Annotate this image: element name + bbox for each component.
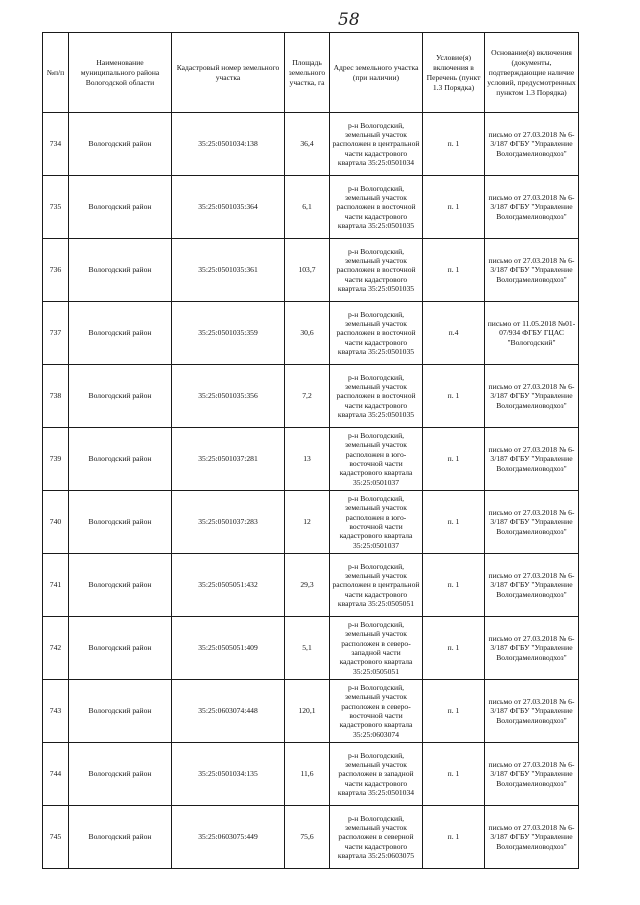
cell-district: Вологодский район	[69, 239, 172, 302]
cell-district: Вологодский район	[69, 176, 172, 239]
cell-cadastral: 35:25:0505051:432	[172, 554, 285, 617]
cell-address: р-н Вологодский, земельный участок расположен в центральной части кадастрового квартала 35:25:0505051	[330, 554, 423, 617]
cell-condition: п. 1	[423, 428, 485, 491]
cell-address: р-н Вологодский, земельный участок расположен в западной части кадастрового квартала 35:25:0501034	[330, 743, 423, 806]
cell-cadastral: 35:25:0603075:449	[172, 806, 285, 869]
table-row	[43, 806, 579, 869]
cell-area: 36,4	[285, 113, 330, 176]
cell-condition: п. 1	[423, 113, 485, 176]
cell-area: 75,6	[285, 806, 330, 869]
cell-address: р-н Вологодский, земельный участок расположен в восточной части кадастрового квартала 35:25:0501035	[330, 176, 423, 239]
header-condition: Условие(я) включения в Перечень (пункт 1.3 Порядка)	[423, 33, 485, 113]
cell-condition: п. 1	[423, 806, 485, 869]
cell-address: р-н Вологодский, земельный участок расположен в восточной части кадастрового квартала 35:25:0501035	[330, 302, 423, 365]
cell-cadastral: 35:25:0501034:135	[172, 743, 285, 806]
header-area: Площадь земельного участка, га	[285, 33, 330, 113]
cell-basis: письмо от 27.03.2018 № 6-3/187 ФГБУ "Управление Вологдамелиоводхоз"	[485, 176, 579, 239]
cell-basis: письмо от 27.03.2018 № 6-3/187 ФГБУ "Управление Вологдамелиоводхоз"	[485, 113, 579, 176]
cell-num: 741	[43, 554, 69, 617]
table-row	[43, 428, 579, 491]
cell-area: 6,1	[285, 176, 330, 239]
cell-area: 120,1	[285, 680, 330, 743]
cell-condition: п. 1	[423, 743, 485, 806]
cell-basis: письмо от 27.03.2018 № 6-3/187 ФГБУ "Управление Вологдамелиоводхоз"	[485, 239, 579, 302]
header-address: Адрес земельного участка (при наличии)	[330, 33, 423, 113]
cell-district: Вологодский район	[69, 365, 172, 428]
cell-basis: письмо от 27.03.2018 № 6-3/187 ФГБУ "Управление Вологдамелиоводхоз"	[485, 554, 579, 617]
cell-cadastral: 35:25:0501035:364	[172, 176, 285, 239]
table-row	[43, 680, 579, 743]
table-header-row	[43, 33, 579, 113]
cell-condition: п.4	[423, 302, 485, 365]
cell-area: 13	[285, 428, 330, 491]
cell-basis: письмо от 27.03.2018 № 6-3/187 ФГБУ "Управление Вологдамелиоводхоз"	[485, 365, 579, 428]
table-row	[43, 302, 579, 365]
cell-address: р-н Вологодский, земельный участок расположен в юго-восточной части кадастрового квартала 35:25:0501037	[330, 491, 423, 554]
table-row	[43, 617, 579, 680]
cell-district: Вологодский район	[69, 743, 172, 806]
cell-address: р-н Вологодский, земельный участок расположен в восточной части кадастрового квартала 35:25:0501035	[330, 239, 423, 302]
cell-area: 30,6	[285, 302, 330, 365]
cell-area: 12	[285, 491, 330, 554]
cell-district: Вологодский район	[69, 680, 172, 743]
cell-address: р-н Вологодский, земельный участок расположен в северной части кадастрового квартала 35:25:0603075	[330, 806, 423, 869]
cell-num: 744	[43, 743, 69, 806]
cell-num: 738	[43, 365, 69, 428]
cell-basis: письмо от 27.03.2018 № 6-3/187 ФГБУ "Управление Вологдамелиоводхоз"	[485, 617, 579, 680]
table-row	[43, 365, 579, 428]
cell-district: Вологодский район	[69, 491, 172, 554]
cell-address: р-н Вологодский, земельный участок расположен в юго-восточной части кадастрового квартала 35:25:0501037	[330, 428, 423, 491]
land-registry-table	[42, 32, 579, 869]
cell-cadastral: 35:25:0501037:281	[172, 428, 285, 491]
cell-district: Вологодский район	[69, 554, 172, 617]
cell-cadastral: 35:25:0501035:356	[172, 365, 285, 428]
cell-basis: письмо от 27.03.2018 № 6-3/187 ФГБУ "Управление Вологдамелиоводхоз"	[485, 806, 579, 869]
cell-num: 734	[43, 113, 69, 176]
cell-cadastral: 35:25:0501035:361	[172, 239, 285, 302]
cell-area: 11,6	[285, 743, 330, 806]
cell-num: 745	[43, 806, 69, 869]
cell-area: 103,7	[285, 239, 330, 302]
cell-condition: п. 1	[423, 680, 485, 743]
cell-address: р-н Вологодский, земельный участок расположен в центральной части кадастрового квартала 35:25:0501034	[330, 113, 423, 176]
table-row	[43, 239, 579, 302]
cell-district: Вологодский район	[69, 428, 172, 491]
cell-cadastral: 35:25:0603074:448	[172, 680, 285, 743]
cell-num: 743	[43, 680, 69, 743]
cell-condition: п. 1	[423, 554, 485, 617]
cell-num: 742	[43, 617, 69, 680]
cell-condition: п. 1	[423, 617, 485, 680]
cell-basis: письмо от 27.03.2018 № 6-3/187 ФГБУ "Управление Вологдамелиоводхоз"	[485, 428, 579, 491]
cell-address: р-н Вологодский, земельный участок расположен в северо-западной части кадастрового квартала 35:25:0505051	[330, 617, 423, 680]
cell-address: р-н Вологодский, земельный участок расположен в северо-восточной части кадастрового квартала 35:25:0603074	[330, 680, 423, 743]
cell-district: Вологодский район	[69, 113, 172, 176]
cell-condition: п. 1	[423, 239, 485, 302]
cell-cadastral: 35:25:0501035:359	[172, 302, 285, 365]
cell-area: 7,2	[285, 365, 330, 428]
header-district: Наименование муниципального района Вологодской области	[69, 33, 172, 113]
cell-area: 29,3	[285, 554, 330, 617]
table-row	[43, 176, 579, 239]
cell-condition: п. 1	[423, 365, 485, 428]
cell-district: Вологодский район	[69, 617, 172, 680]
cell-num: 740	[43, 491, 69, 554]
table-row	[43, 113, 579, 176]
table-row	[43, 743, 579, 806]
cell-num: 739	[43, 428, 69, 491]
cell-condition: п. 1	[423, 176, 485, 239]
cell-basis: письмо от 27.03.2018 № 6-3/187 ФГБУ "Управление Вологдамелиоводхоз"	[485, 491, 579, 554]
cell-cadastral: 35:25:0505051:409	[172, 617, 285, 680]
cell-cadastral: 35:25:0501037:283	[172, 491, 285, 554]
table-row	[43, 491, 579, 554]
cell-cadastral: 35:25:0501034:138	[172, 113, 285, 176]
cell-basis: письмо от 27.03.2018 № 6-3/187 ФГБУ "Управление Вологдамелиоводхоз"	[485, 743, 579, 806]
page-number: 58	[338, 10, 360, 30]
cell-num: 737	[43, 302, 69, 365]
cell-address: р-н Вологодский, земельный участок расположен в восточной части кадастрового квартала 35:25:0501035	[330, 365, 423, 428]
cell-condition: п. 1	[423, 491, 485, 554]
cell-basis: письмо от 27.03.2018 № 6-3/187 ФГБУ "Управление Вологдамелиоводхоз"	[485, 680, 579, 743]
header-num: №п/п	[43, 33, 69, 113]
header-cadastral: Кадастровый номер земельного участка	[172, 33, 285, 113]
cell-district: Вологодский район	[69, 302, 172, 365]
header-basis: Основание(я) включения (документы, подтверждающие наличие условий, предусмотренных пунктом 1.3 Порядка)	[485, 33, 579, 113]
cell-area: 5,1	[285, 617, 330, 680]
cell-district: Вологодский район	[69, 806, 172, 869]
table-row	[43, 554, 579, 617]
cell-num: 736	[43, 239, 69, 302]
cell-basis: письмо от 11.05.2018 №01-07/934 ФГБУ ГЦАС "Вологодский"	[485, 302, 579, 365]
cell-num: 735	[43, 176, 69, 239]
